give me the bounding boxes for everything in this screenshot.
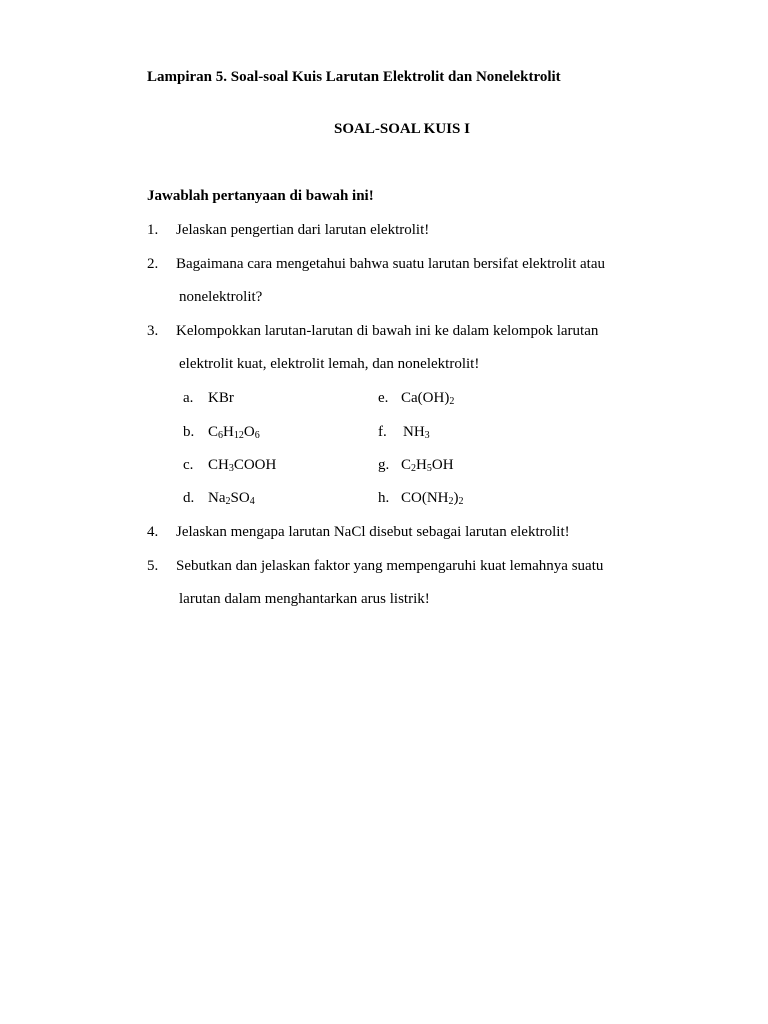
option-letter: b. xyxy=(183,424,195,440)
option-letter: c. xyxy=(183,457,194,473)
question-number: 4. xyxy=(147,524,159,540)
formula-subscript: 4 xyxy=(249,496,255,507)
appendix-title: Lampiran 5. Soal-soal Kuis Larutan Elektrolit dan Nonelektrolit xyxy=(147,69,561,85)
formula-subscript: 12 xyxy=(233,430,244,441)
quiz-title: SOAL-SOAL KUIS I xyxy=(334,121,470,137)
option-letter: f. xyxy=(378,424,387,440)
question-number: 2. xyxy=(147,256,159,272)
option-formula: KBr xyxy=(208,390,234,406)
formula-subscript: 2 xyxy=(225,496,231,507)
question-text: Bagaimana cara mengetahui bahwa suatu larutan bersifat elektrolit atau xyxy=(176,256,605,272)
formula-subscript: 3 xyxy=(424,430,430,441)
formula-subscript: 2 xyxy=(411,463,417,474)
question-number: 3. xyxy=(147,323,159,339)
formula-subscript: 5 xyxy=(426,463,432,474)
option-formula: $C_2H_5OH$ xyxy=(401,457,454,474)
question-text-continued: larutan dalam menghantarkan arus listrik! xyxy=(179,591,430,607)
question-text: Jelaskan mengapa larutan NaCl disebut sebagai larutan elektrolit! xyxy=(176,524,570,540)
option-letter: g. xyxy=(378,457,390,473)
option-formula: $NH_3$ xyxy=(403,424,430,441)
option-letter: a. xyxy=(183,390,194,406)
option-formula: $Na_2SO_4$ xyxy=(208,490,255,507)
question-text-continued: nonelektrolit? xyxy=(179,289,263,305)
formula-subscript: 2 xyxy=(458,496,464,507)
option-formula: $Ca(OH)_2$ xyxy=(401,390,455,407)
question-number: 5. xyxy=(147,558,159,574)
formula-subscript: 6 xyxy=(254,430,260,441)
option-formula: $CH_3COOH$ xyxy=(208,457,277,474)
formula-subscript: 6 xyxy=(218,430,224,441)
option-letter: e. xyxy=(378,390,389,406)
formula-subscript: 2 xyxy=(448,496,454,507)
question-text: Jelaskan pengertian dari larutan elektrolit! xyxy=(176,222,430,238)
option-formula: $C_6H_{12}O_6$ xyxy=(208,424,260,441)
formula-subscript: 3 xyxy=(228,463,234,474)
option-letter: h. xyxy=(378,490,390,506)
option-formula: $CO(NH_2)_2$ xyxy=(401,490,464,507)
question-text: Kelompokkan larutan-larutan di bawah ini ke dalam kelompok larutan xyxy=(176,323,599,339)
option-letter: d. xyxy=(183,490,195,506)
instruction: Jawablah pertanyaan di bawah ini! xyxy=(147,188,374,204)
question-text: Sebutkan dan jelaskan faktor yang mempengaruhi kuat lemahnya suatu xyxy=(176,558,604,574)
question-text-continued: elektrolit kuat, elektrolit lemah, dan nonelektrolit! xyxy=(179,356,480,372)
question-number: 1. xyxy=(147,222,159,238)
formula-subscript: 2 xyxy=(449,396,455,407)
